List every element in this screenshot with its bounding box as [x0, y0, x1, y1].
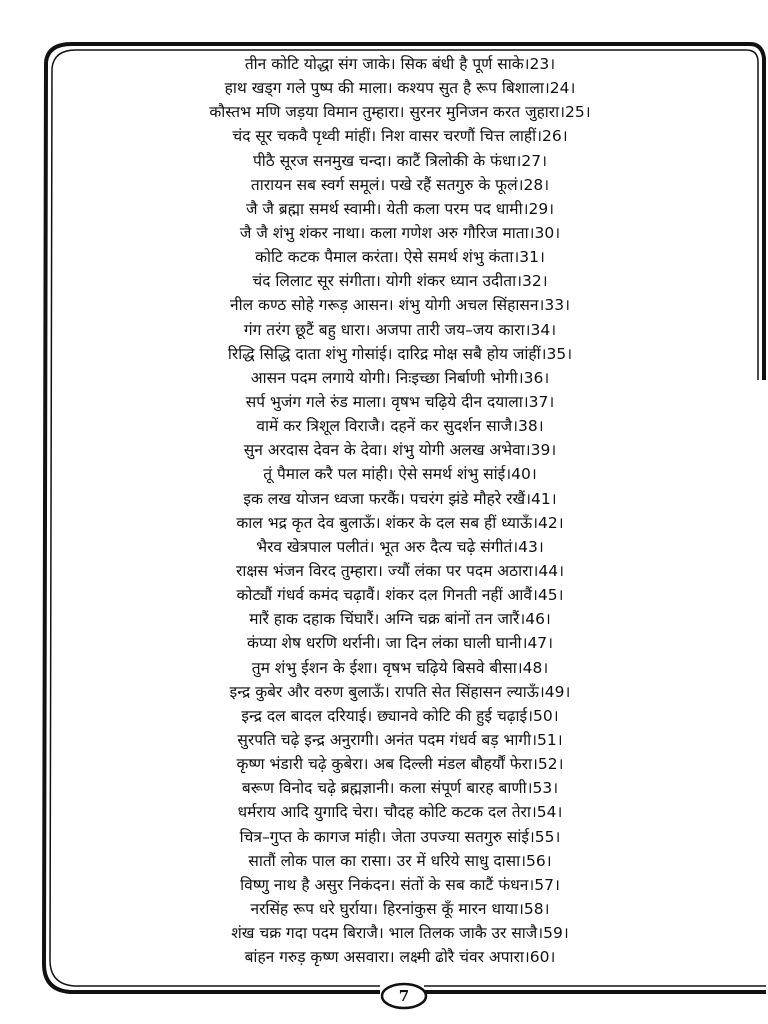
verse-line: तुम शंभु ईशन के ईशा। वृषभ चढ़िये बिसवे बीसा।48।: [251, 658, 549, 677]
verse-line: रिद्धि सिद्धि दाता शंभु गोसांई। दारिद्र मोक्ष सबै होय जांहीं।35।: [227, 344, 573, 363]
verse-line: सुन अरदास देवन के देवा। शंभु योगी अलख अभेवा।39।: [243, 441, 557, 460]
verse-line: राक्षस भंजन विरद तुम्हारा। ज्यौं लंका पर पदम अठारा।44।: [236, 561, 564, 580]
verse-line: मारैं हाक दहाक चिंघारैं। अग्नि चक्र बांनों तन जारैं।46।: [249, 610, 551, 629]
verse-line: धर्मराय आदि युगादि चेरा। चौदह कोटि कटक दल तेरा।54।: [237, 803, 563, 822]
verse-line: जै जै शंभु शंकर नाथा। कला गणेश अरु गौरिज माता।30।: [239, 223, 561, 242]
verse-line: सुरपति चढ़े इन्द्र अनुरागी। अनंत पदम गंधर्व बड़ भागी।51।: [237, 730, 563, 749]
verse-line: कोट्यौं गंधर्व कमंद चढ़ावैं। शंकर दल गिनती नहीं आवैं।45।: [236, 586, 564, 605]
verse-line: सातौं लोक पाल का रासा। उर में धरिये साधु दासा।56।: [248, 851, 552, 870]
verse-line: पीठै सूरज सनमुख चन्दा। काटैं त्रिलोकी के फंधा।27।: [252, 151, 548, 170]
verse-line: गंग तरंग छूटैं बहु धारा। अजपा तारी जय–जय कारा।34।: [243, 320, 557, 339]
verse-line: शंख चक्र गदा पदम बिराजै। भाल तिलक जाकै उर साजै।59।: [231, 924, 569, 943]
verse-line: कौस्तभ मणि जड़या विमान तुम्हारा। सुरनर मुनिजन करत जुहारा।25।: [209, 103, 591, 122]
verse-line: बरूण विनोद चढ़े ब्रह्मज्ञानी। कला संपूर्ण बारह बाणी।53।: [241, 779, 559, 798]
verse-line: तारायन सब स्वर्ग समूलं। पखे रहैं सतगुरु के फूलं।28।: [250, 175, 550, 194]
verse-line: कोटि कटक पैमाल करंता। ऐसे समर्थ शंभु कंता।31।: [255, 248, 545, 267]
verse-line: इन्द्र दल बादल दरियाई। छ्यानवे कोटि की हुई चढ़ाई।50।: [241, 706, 559, 725]
verse-line: वामें कर त्रिशूल विराजै। दहनें कर सुदर्शन साजै।38।: [256, 417, 544, 436]
verse-line: तूं पैमाल करै पल मांही। ऐसे समर्थ शंभु सांई।40।: [263, 465, 537, 484]
verse-line: चित्र–गुप्त के कागज मांही। जेता उपज्या सतगुरु सांई।55।: [239, 827, 561, 846]
verse-line: इक लख योजन ध्वजा फरकैं। पचरंग झंडे मौहरे रखैं।41।: [243, 489, 557, 508]
verse-line: बांहन गरुड़ कृष्ण असवारा। लक्ष्मी ढोरै चंवर अपारा।60।: [244, 948, 556, 967]
verse-line: चंद लिलाट सूर संगीता। योगी शंकर ध्यान उदीता।32।: [252, 272, 548, 291]
verse-line: विष्णु नाथ है असुर निकंदन। संतों के सब काटैं फंधन।57।: [240, 875, 560, 894]
verse-line: नील कण्ठ सोहे गरूड़ आसन। शंभु योगी अचल सिंहासन।33।: [230, 296, 570, 315]
verse-line: तीन कोटि योद्धा संग जाके। सिक बंधी है पूर्ण साके।23।: [244, 55, 556, 73]
verse-line: जै जै ब्रह्मा समर्थ स्वामी। येती कला परम पद धामी।29।: [245, 199, 555, 218]
verse-line: कंप्या शेष धरणि थर्रानी। जा दिन लंका घाली घानी।47।: [246, 634, 554, 653]
verse-line: कृष्ण भंडारी चढ़े कुबेरा। अब दिल्ली मंडल बौहर्यौं फेरा।52।: [236, 755, 564, 774]
verse-line: नरसिंह रूप धरे घुर्राया। हिरनांकुस कूँ मारन धाया।58।: [250, 899, 550, 918]
verse-line: इन्द्र कुबेर और वरुण बुलाऊँ। रापति सेत सिंहासन ल्याऊँ।49।: [229, 682, 571, 701]
page-number: 7: [398, 987, 410, 1005]
verse-line: चंद सूर चकवै पृथ्वी मांहीं। निश वासर चरणौं चित्त लाहीं।26।: [232, 127, 568, 146]
verse-line: आसन पदम लगाये योगी। निःइच्छा निर्बाणी भोगी।36।: [250, 368, 550, 387]
verse-list: [150, 52, 650, 969]
verse-line: काल भद्र कृत देव बुलाऊँ। शंकर के दल सब हीं ध्याऊँ।42।: [236, 513, 564, 532]
verse-line: भैरव खेत्रपाल पलीतं। भूत अरु दैत्य चढ़े संगीतं।43।: [256, 537, 544, 556]
verse-line: सर्प भुजंग गले रुंड माला। वृषभ चढ़िये दीन दयाला।37।: [245, 392, 555, 411]
verse-line: हाथ खड्ग गले पुष्प की माला। कश्यप सुत है रूप बिशाला।24।: [224, 79, 576, 98]
